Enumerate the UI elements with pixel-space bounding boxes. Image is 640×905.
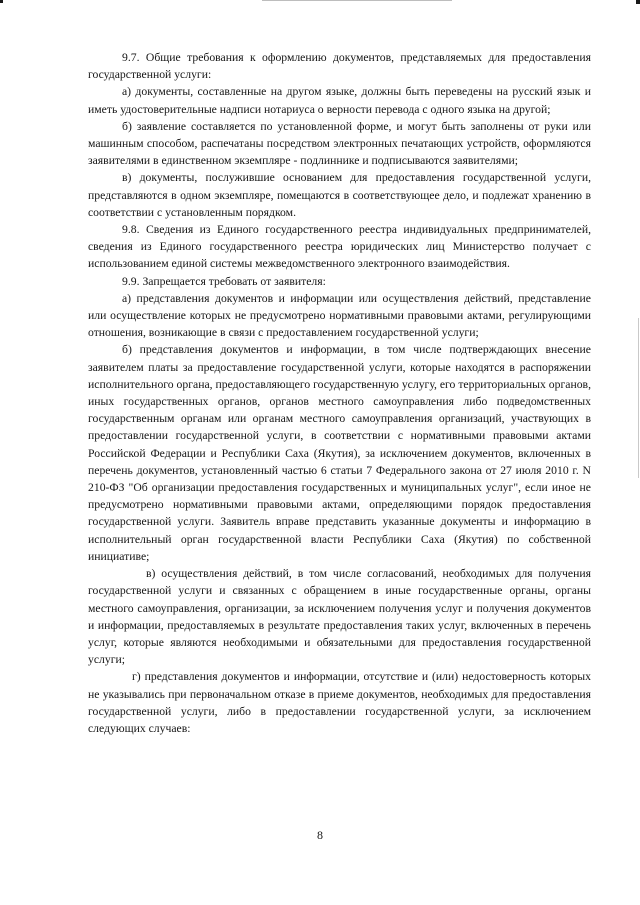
paragraph-9-9-g: г) представления документов и информации, отсутствие и (или) недостоверность которых не указывались при первоначальном отказе в приеме документов, необходимых для предоставления государственной услуги, либо в предоставлении государственной услуги, за исключением следующих случаев:: [88, 670, 591, 735]
scan-artifact-top-right: [636, 0, 640, 4]
paragraph-9-7-b: б) заявление составляется по установленной форме, и могут быть заполнены от руки или машинным способом, распечатаны посредством электронных печатающих устройств, оформляются заявителями в единственном экземпляре - подлиннике и подписываются заявителями;: [88, 119, 591, 168]
paragraph-9-9: 9.9. Запрещается требовать от заявителя:: [122, 274, 326, 288]
paragraph-9-9-v: в) осуществления действий, в том числе согласований, необходимых для получения государственной услуги и связанных с обращением в иные государственные органы, органы местного самоуправления, организации, за исключением получения услуг и получения документов и информации, предоставляемых в результате предоставления таких услуг, включенных в перечень услуг, которые являются необходимыми и обязательными для предоставления государственной услуги;: [88, 567, 591, 667]
scan-artifact-right-edge: [638, 318, 639, 478]
paragraph-9-7: 9.7. Общие требования к оформлению документов, представляемых для предоставления государственной услуги:: [88, 51, 591, 82]
scan-artifact-top-line: [262, 0, 452, 1]
paragraph-9-7-v: в) документы, послужившие основанием для предоставления государственной услуги, представляются в одном экземпляре, помещаются в соответствующее дело, и подлежат хранению в соответствии с установленным порядком.: [88, 171, 591, 219]
scan-artifact-top-left: [0, 0, 3, 3]
document-body: [88, 49, 591, 737]
paragraph-9-9-a: а) представления документов и информации или осуществления действий, представление или осуществление которых не предусмотрено нормативными правовыми актами, регулирующими отношения, возникающие в связи с предоставлением государственной услуги;: [88, 291, 591, 340]
page-number: 8: [317, 828, 323, 842]
paragraph-9-9-b: б) представления документов и информации, в том числе подтверждающих внесение заявителем платы за предоставление государственной услуги, которые находятся в распоряжении исполнительного органа, предоставляющего государственную услугу, его территориальных органов, иных государственных органов, органов местного самоуправления либо подведомственных государственным органам или органам местного самоуправления организаций, участвующих в предоставлении государственной услуги, в соответствии с нормативными правовыми актами Российской Федерации и Республики Саха (Якутия), за исключением документов, включенных в перечень документов, установленный частью 6 статьи 7 Федерального закона от 27 июля 2010 г. N 210-ФЗ "Об организации предоставления государственных и муниципальных услуг", если иное не предусмотрено нормативными правовыми актами, определяющими порядок предоставления государственной услуги. Заявитель вправе представить указанные документы и информацию в исполнительный орган государственной власти Республики Саха (Якутия) по собственной инициативе;: [88, 343, 591, 563]
paragraph-9-8: 9.8. Сведения из Единого государственного реестра индивидуальных предпринимателей, сведения из Единого государственного реестра юридических лиц Министерство получает с использованием единой системы межведомственного электронного взаимодействия.: [88, 223, 591, 271]
paragraph-9-7-a: а) документы, составленные на другом языке, должны быть переведены на русский язык и иметь удостоверительные надписи нотариуса о верности перевода с одного языка на другой;: [88, 85, 591, 116]
